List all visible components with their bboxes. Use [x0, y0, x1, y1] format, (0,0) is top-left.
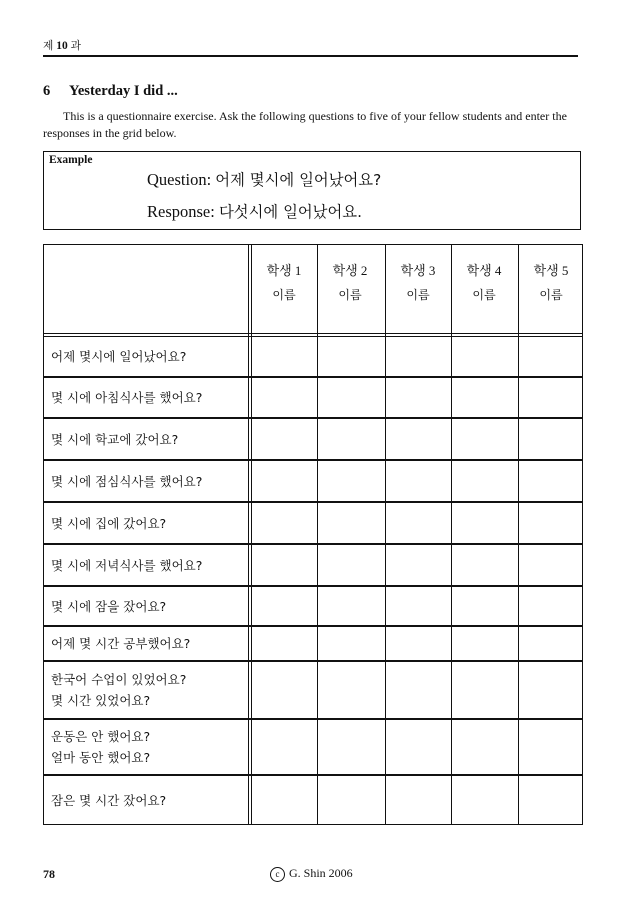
question-line: 얼마 동안 했어요? — [51, 750, 151, 765]
answer-cell[interactable] — [252, 627, 317, 660]
question-row-label — [51, 429, 178, 450]
answer-cell[interactable] — [519, 461, 584, 501]
chapter-number: 10 — [56, 40, 68, 52]
question-line: 몇 시에 학교에 갔어요? — [51, 431, 179, 447]
question-row-label — [51, 513, 166, 534]
name-label: 이름 — [338, 288, 362, 302]
answer-cell[interactable] — [386, 662, 451, 718]
answer-cell[interactable] — [318, 662, 383, 718]
question-line: 잠은 몇 시간 잤어요? — [51, 792, 167, 808]
intro-paragraph: This is a questionnaire exercise. Ask the following questions to five of your fellow students and enter the responses in the grid below. — [43, 109, 567, 140]
answer-cell[interactable] — [318, 503, 383, 543]
answer-cell[interactable] — [386, 461, 451, 501]
question-line: 몇 시간 있었어요? — [51, 693, 151, 708]
answer-cell[interactable] — [252, 419, 317, 459]
question-line: 몇 시에 집에 갔어요? — [51, 515, 167, 531]
chapter-prefix: 제 — [43, 39, 54, 52]
question-row-label — [51, 346, 186, 367]
answer-cell[interactable] — [318, 776, 383, 824]
answer-cell[interactable] — [318, 461, 383, 501]
chapter-suffix: 과 — [70, 39, 81, 52]
response-grid — [43, 244, 583, 825]
column-header-student-4 — [451, 259, 517, 307]
section-heading: Yesterday I did ... — [69, 83, 178, 99]
student-label: 학생 3 — [400, 263, 436, 278]
question-row-label — [51, 555, 202, 576]
answer-cell[interactable] — [386, 503, 451, 543]
student-label: 학생 2 — [332, 263, 368, 278]
answer-cell[interactable] — [452, 461, 517, 501]
section-number: 6 — [43, 83, 51, 99]
answer-cell[interactable] — [519, 720, 584, 774]
answer-cell[interactable] — [252, 461, 317, 501]
answer-cell[interactable] — [452, 720, 517, 774]
answer-cell[interactable] — [452, 776, 517, 824]
answer-cell[interactable] — [252, 720, 317, 774]
question-line: 몇 시에 저녁식사를 했어요? — [51, 557, 203, 573]
answer-cell[interactable] — [519, 662, 584, 718]
answer-cell[interactable] — [519, 378, 584, 417]
answer-cell[interactable] — [386, 419, 451, 459]
answer-cell[interactable] — [318, 337, 383, 376]
question-row-label — [51, 633, 190, 654]
answer-cell[interactable] — [252, 662, 317, 718]
question-line: 몇 시에 점심식사를 했어요? — [51, 473, 203, 489]
page-number: 78 — [43, 867, 55, 881]
student-label: 학생 1 — [266, 263, 302, 278]
answer-cell[interactable] — [252, 337, 317, 376]
answer-cell[interactable] — [252, 545, 317, 585]
answer-cell[interactable] — [519, 545, 584, 585]
name-label: 이름 — [472, 288, 496, 302]
answer-cell[interactable] — [519, 337, 584, 376]
answer-cell[interactable] — [452, 419, 517, 459]
example-box — [43, 151, 581, 230]
running-head — [43, 38, 81, 53]
header-divider — [44, 333, 582, 334]
response-text: 다섯시에 일어났어요. — [218, 203, 362, 221]
question-row-label — [51, 669, 186, 711]
answer-cell[interactable] — [452, 662, 517, 718]
example-label: Example — [49, 154, 93, 166]
answer-cell[interactable] — [452, 378, 517, 417]
answer-cell[interactable] — [386, 587, 451, 625]
column-header-student-5 — [518, 259, 584, 307]
answer-cell[interactable] — [519, 419, 584, 459]
column-header-student-3 — [385, 259, 451, 307]
answer-cell[interactable] — [252, 587, 317, 625]
column-header-student-1 — [251, 259, 317, 307]
copyright — [270, 866, 353, 882]
answer-cell[interactable] — [519, 587, 584, 625]
question-text: 어제 몇시에 일어났어요? — [215, 171, 382, 189]
header-rule — [43, 55, 578, 57]
answer-cell[interactable] — [386, 545, 451, 585]
column-header-student-2 — [317, 259, 383, 307]
answer-cell[interactable] — [452, 337, 517, 376]
answer-cell[interactable] — [318, 587, 383, 625]
answer-cell[interactable] — [252, 776, 317, 824]
example-question — [147, 168, 381, 190]
answer-cell[interactable] — [252, 378, 317, 417]
answer-cell[interactable] — [519, 776, 584, 824]
question-line: 어제 몇 시간 공부했어요? — [51, 636, 191, 651]
answer-cell[interactable] — [452, 503, 517, 543]
question-row-label — [51, 726, 150, 768]
question-row-label — [51, 387, 202, 408]
answer-cell[interactable] — [318, 419, 383, 459]
question-line: 몇 시에 아침식사를 했어요? — [51, 390, 203, 405]
answer-cell[interactable] — [318, 627, 383, 660]
name-label: 이름 — [272, 288, 296, 302]
question-line: 한국어 수업이 있었어요? — [51, 672, 187, 687]
answer-cell[interactable] — [519, 627, 584, 660]
answer-cell[interactable] — [452, 545, 517, 585]
answer-cell[interactable] — [252, 503, 317, 543]
answer-cell[interactable] — [318, 720, 383, 774]
question-prefix: Question: — [147, 170, 212, 189]
answer-cell[interactable] — [386, 627, 451, 660]
student-label: 학생 5 — [533, 263, 569, 278]
question-row-label — [51, 596, 166, 617]
copyright-text: G. Shin 2006 — [289, 866, 353, 880]
section-title — [43, 83, 178, 100]
answer-cell[interactable] — [386, 720, 451, 774]
answer-cell[interactable] — [386, 337, 451, 376]
copyright-symbol: c — [270, 867, 285, 882]
answer-cell[interactable] — [386, 776, 451, 824]
question-line: 몇 시에 잠을 잤어요? — [51, 598, 167, 614]
response-prefix: Response: — [147, 202, 215, 221]
question-line: 어제 몇시에 일어났어요? — [51, 349, 187, 364]
question-row-label — [51, 471, 202, 492]
name-label: 이름 — [406, 288, 430, 302]
label-column-divider — [248, 245, 249, 824]
answer-cell[interactable] — [318, 378, 383, 417]
student-label: 학생 4 — [466, 263, 502, 278]
answer-cell[interactable] — [386, 378, 451, 417]
name-label: 이름 — [539, 288, 563, 302]
answer-cell[interactable] — [519, 503, 584, 543]
question-row-label — [51, 790, 166, 811]
example-response — [147, 200, 362, 222]
answer-cell[interactable] — [452, 627, 517, 660]
answer-cell[interactable] — [318, 545, 383, 585]
question-line: 운동은 안 했어요? — [51, 729, 151, 744]
answer-cell[interactable] — [452, 587, 517, 625]
